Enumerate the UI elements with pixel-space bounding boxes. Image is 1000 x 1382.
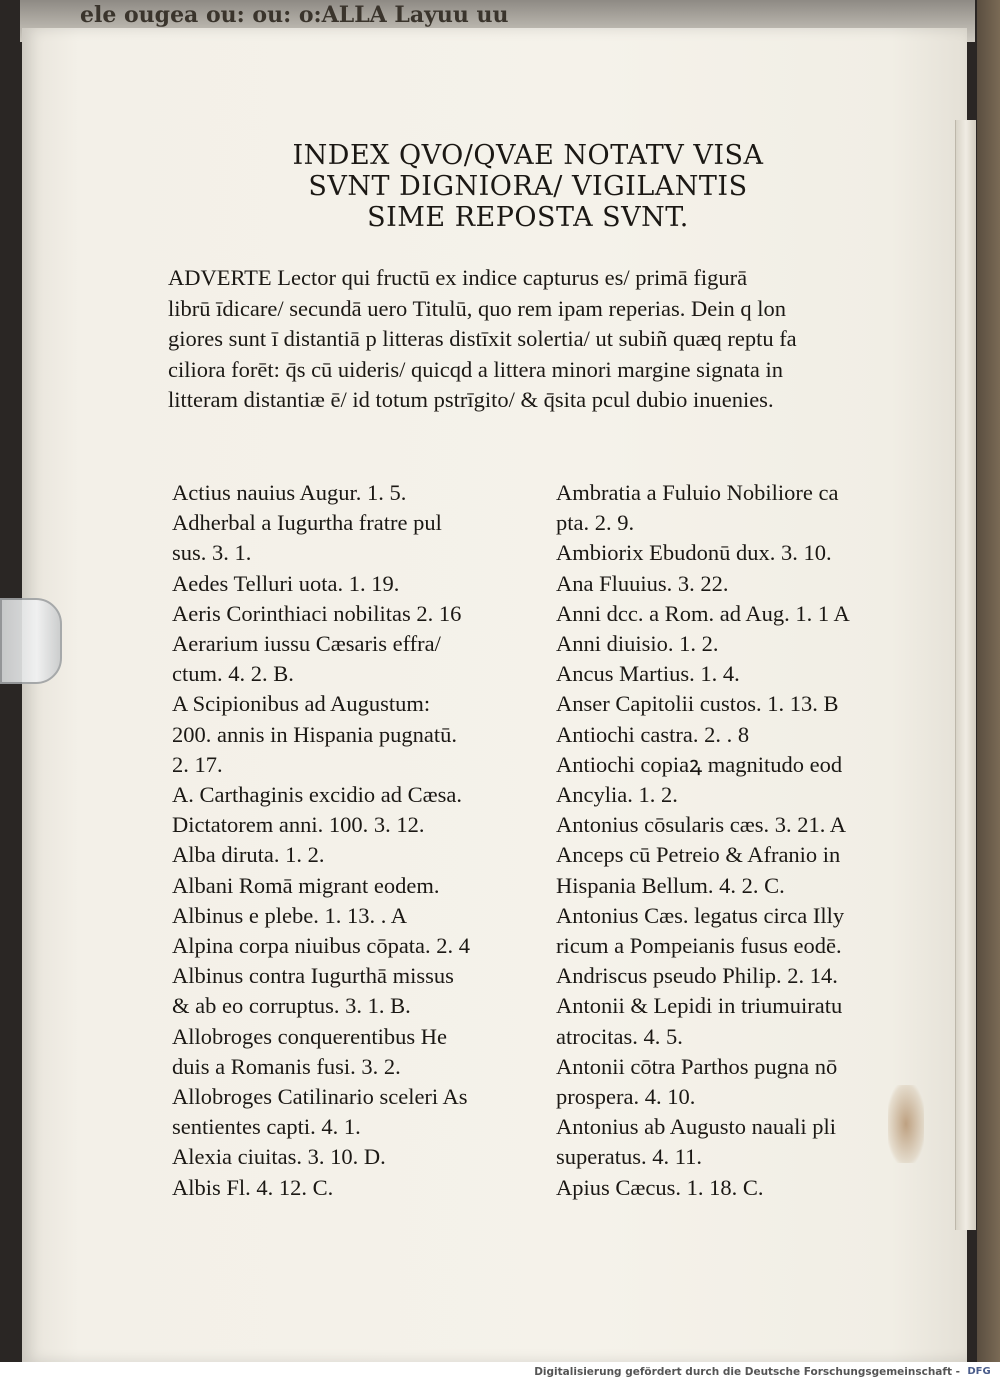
title-line: SIME REPOSTA SVNT. (367, 202, 689, 233)
index-entry: A. Carthaginis excidio ad Cæsa. (172, 782, 462, 808)
index-entry: Alexia ciuitas. 3. 10. D. (172, 1144, 386, 1170)
index-entry: Allobroges Catilinario sceleri As (172, 1084, 468, 1110)
index-entry: A Scipionibus ad Augustum: (172, 691, 431, 717)
index-entry: Aeris Corinthiaci nobilitas 2. 16 (172, 600, 462, 626)
index-entry: Allobroges conquerentibus He (172, 1023, 447, 1049)
index-entry: superatus. 4. 11. (556, 1144, 703, 1170)
book-edge (977, 0, 1000, 1362)
index-entry: Apius Cæcus. 1. 18. C. (556, 1174, 764, 1200)
index-entry: Antonii cōtra Parthos pugna nō (556, 1053, 838, 1079)
title-line: SVNT DIGNIORA/ VIGILANTIS (308, 171, 748, 202)
index-entry: Albis Fl. 4. 12. C. (172, 1174, 334, 1200)
index-entry: Anni diuisio. 1. 2. (556, 631, 719, 657)
index-entry: Adherbal a Iugurtha fratre pul (172, 510, 442, 536)
index-entry: Antonius cōsularis cæs. 3. 21. A (556, 812, 846, 838)
index-entry: Ancus Martius. 1. 4. (556, 661, 740, 687)
credit-text: Digitalisierung gefördert durch die Deutsche Forschungsgemeinschaft - (534, 1366, 960, 1378)
index-entry: Anser Capitolii custos. 1. 13. B (556, 691, 839, 717)
index-entry: Dictatorem anni. 100. 3. 12. (172, 812, 425, 838)
intro-line: litteram distantiæ ē/ id totum pstrīgito/ & q̄sita pcul dubio inuenies. (168, 387, 774, 412)
index-entry: Aerarium iussu Cæsaris effra/ (172, 631, 441, 657)
index-entry: & ab eo corruptus. 3. 1. B. (172, 993, 411, 1019)
index-entry: duis a Romanis fusi. 3. 2. (172, 1053, 401, 1079)
index-entry: Antiochi castra. 2. . 8 (556, 721, 750, 747)
index-entry: Antonii & Lepidi in triumuiratu (556, 993, 843, 1019)
index-entry: Ambiorix Ebudonū dux. 3. 10. (556, 540, 832, 566)
index-entry: Albinus e plebe. 1. 13. . A (172, 902, 407, 928)
index-entry: prospera. 4. 10. (556, 1084, 696, 1110)
intro-line: ciliora forēt: q̄s cū uideris/ quicqd a littera minori margine signata in (168, 356, 784, 382)
intro-line: librū īdicare/ secundā uero Titulū, quo rem ipam reperias. Dein q lon (168, 295, 786, 321)
index-entry: Ana Fluuius. 3. 22. (556, 570, 729, 596)
index-entry: Hispania Bellum. 4. 2. C. (556, 872, 785, 898)
index-entry: Albani Romā migrant eodem. (172, 872, 440, 898)
intro-paragraph (168, 263, 908, 416)
index-entry: Albinus contra Iugurthā missus (172, 963, 454, 989)
index-entry: 200. annis in Hispania pugnatū. (172, 721, 457, 747)
index-entry: Antonius ab Augusto nauali pli (556, 1114, 836, 1140)
index-entry: Actius nauius Augur. 1. 5. (172, 480, 407, 505)
index-entry: 2. 17. (172, 751, 223, 777)
index-entry: pta. 2. 9. (556, 510, 635, 536)
index-entry: Anni dcc. a Rom. ad Aug. 1. 1 A (556, 600, 850, 626)
index-entry: Anceps cū Petreio & Afranio in (556, 842, 841, 868)
dfg-logo: DFG (967, 1366, 991, 1377)
index-entry: Aedes Telluri uota. 1. 19. (172, 570, 400, 596)
index-entry: Antiochi copiaꝝ magnitudo eod (556, 751, 843, 777)
index-entry: ricum a Pompeianis fusus eodē. (556, 933, 842, 959)
index-entry: Andriscus pseudo Philip. 2. 14. (556, 963, 838, 989)
index-entry: Ambratia a Fuluio Nobiliore ca (556, 480, 839, 505)
index-entry: sus. 3. 1. (172, 540, 252, 566)
index-entry: sentientes capti. 4. 1. (172, 1114, 361, 1140)
index-entry: Antonius Cæs. legatus circa Illy (556, 902, 845, 928)
index-entry: atrocitas. 4. 5. (556, 1023, 683, 1049)
index-column-left (172, 478, 532, 1203)
index-column-right (556, 478, 916, 1203)
index-title (248, 140, 808, 233)
title-line: INDEX QVO/QVAE NOTATV VISA (292, 140, 764, 171)
page-fold (955, 120, 976, 1230)
intro-line: giores sunt ī distantiā p litteras distīxit solertia/ ut subiñ quæq reptu fa (168, 326, 797, 351)
index-entry: Alpina corpa niuibus cōpata. 2. 4 (172, 933, 471, 959)
index-entry: Alba diruta. 1. 2. (172, 842, 325, 868)
top-edge-text: ele ougea ou: ou: o:ALLA Layuu uu (80, 2, 509, 28)
digitization-credit-bar (0, 1362, 1000, 1382)
index-entry: ctum. 4. 2. B. (172, 661, 294, 687)
page-clip (0, 598, 62, 684)
intro-line: ADVERTE Lector qui fructū ex indice capturus es/ primā figurā (168, 265, 748, 290)
index-entry: Ancylia. 1. 2. (556, 782, 678, 808)
